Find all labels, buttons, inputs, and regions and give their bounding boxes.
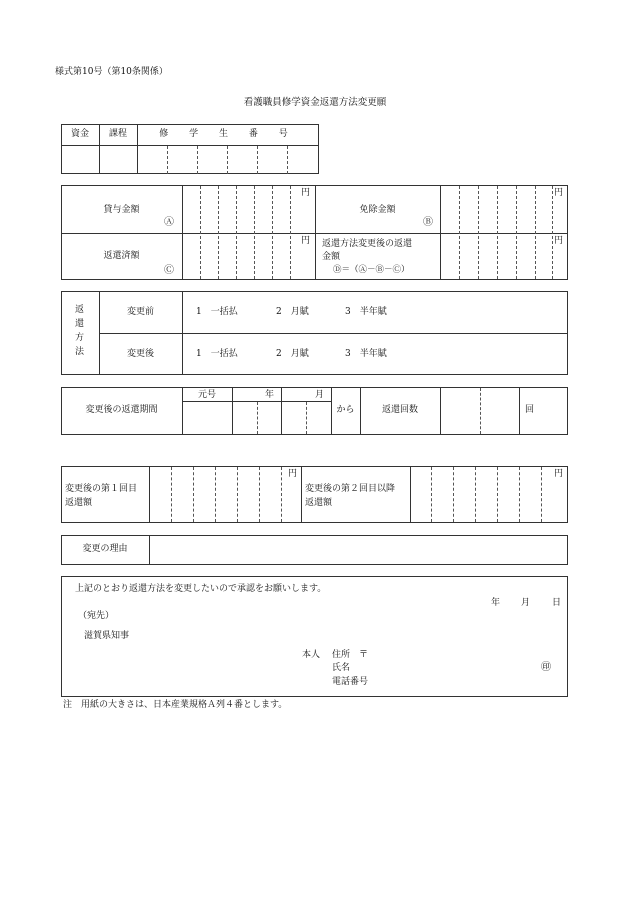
loan-amount-label: 貸与金額	[103, 205, 140, 215]
seal-mark: ㊞	[541, 662, 551, 673]
loan-yen-unit: 円	[301, 188, 311, 198]
repaid-yen-unit: 円	[301, 236, 311, 246]
method-side-label-4: 法	[75, 347, 85, 357]
period-label: 変更後の返還期間	[85, 405, 158, 415]
first-installment-yen-unit: 円	[288, 469, 298, 479]
student-number-header: 修 学 生 番 号	[159, 129, 297, 139]
exempt-amount-label: 免除金額	[359, 205, 396, 215]
method-side-label-3: 方	[75, 333, 85, 343]
before-option-monthly[interactable]: 2 月賦	[276, 307, 309, 317]
request-statement: 上記のとおり返還方法を変更したいので承認をお願いします。	[75, 584, 327, 594]
phone-field[interactable]	[380, 674, 530, 688]
fund-header: 資金	[70, 129, 89, 139]
first-installment-label-2: 返還額	[65, 498, 93, 508]
phone-label: 電話番号	[332, 677, 369, 687]
era-header: 元号	[197, 390, 216, 400]
course-header: 課程	[108, 129, 127, 139]
form-number: 様式第10号（第10条関係）	[55, 67, 168, 77]
year-header: 年	[265, 390, 275, 400]
after-option-lump-sum[interactable]: 1 一括払	[196, 349, 238, 359]
date-year: 年	[491, 598, 501, 608]
repaid-amount-label: 返還済額	[103, 251, 140, 261]
repayment-count-label: 返還回数	[381, 405, 418, 415]
addressee: （宛先）	[78, 611, 115, 621]
course-cell[interactable]	[100, 146, 137, 173]
first-installment-field[interactable]	[150, 467, 300, 522]
first-installment-label: 変更後の第１回目	[65, 484, 138, 494]
method-side-label-2: 還	[75, 319, 85, 329]
method-side-label-1: 返	[75, 305, 85, 315]
loan-mark: Ⓐ	[164, 217, 174, 228]
repaid-mark: Ⓒ	[164, 265, 174, 276]
address-field[interactable]	[378, 647, 558, 661]
month-field[interactable]	[282, 402, 330, 434]
after-option-semiannual[interactable]: 3 半年賦	[345, 349, 387, 359]
after-change-amount-label: 返還方法変更後の返還	[322, 239, 413, 249]
date-month: 月	[521, 598, 531, 608]
after-change-yen-unit: 円	[554, 236, 564, 246]
paper-size-note: 注 用紙の大きさは、日本産業規格Ａ列４番とします。	[63, 700, 288, 710]
exempt-mark: Ⓑ	[423, 217, 433, 228]
student-number-cell[interactable]	[138, 146, 318, 173]
loan-amount-field[interactable]	[183, 186, 314, 232]
governor: 滋賀県知事	[84, 631, 130, 641]
second-installment-label-2: 返還額	[305, 498, 333, 508]
count-unit: 回	[525, 405, 535, 415]
applicant-label: 本人	[302, 650, 321, 660]
repaid-amount-field[interactable]	[183, 234, 314, 279]
after-change-amount-label-2: 金額	[322, 252, 341, 262]
reason-field[interactable]	[150, 536, 567, 564]
repayment-count-field[interactable]	[441, 388, 518, 434]
before-option-semiannual[interactable]: 3 半年賦	[345, 307, 387, 317]
before-change-label: 変更前	[126, 307, 154, 317]
exempt-yen-unit: 円	[554, 188, 564, 198]
page-title: 看護職員修学資金返還方法変更願	[243, 97, 387, 108]
year-field[interactable]	[233, 402, 280, 434]
second-installment-yen-unit: 円	[554, 469, 564, 479]
after-change-amount-field[interactable]	[441, 234, 567, 279]
address-label: 住所 〒	[332, 650, 369, 660]
reason-label: 変更の理由	[82, 544, 128, 554]
after-change-formula: Ⓓ＝（Ⓐ－Ⓑ－Ⓒ）	[333, 265, 410, 275]
name-field[interactable]	[360, 660, 530, 674]
month-header: 月	[315, 390, 325, 400]
second-installment-field[interactable]	[411, 467, 567, 522]
after-option-monthly[interactable]: 2 月賦	[276, 349, 309, 359]
second-installment-label: 変更後の第２回目以降	[305, 484, 396, 494]
from-label: から	[336, 405, 355, 415]
date-day: 日	[552, 598, 562, 608]
fund-cell[interactable]	[62, 146, 99, 173]
before-option-lump-sum[interactable]: 1 一括払	[196, 307, 238, 317]
name-label: 氏名	[332, 663, 351, 673]
exempt-amount-field[interactable]	[441, 186, 567, 232]
era-field[interactable]	[183, 402, 231, 434]
after-change-label: 変更後	[126, 349, 154, 359]
